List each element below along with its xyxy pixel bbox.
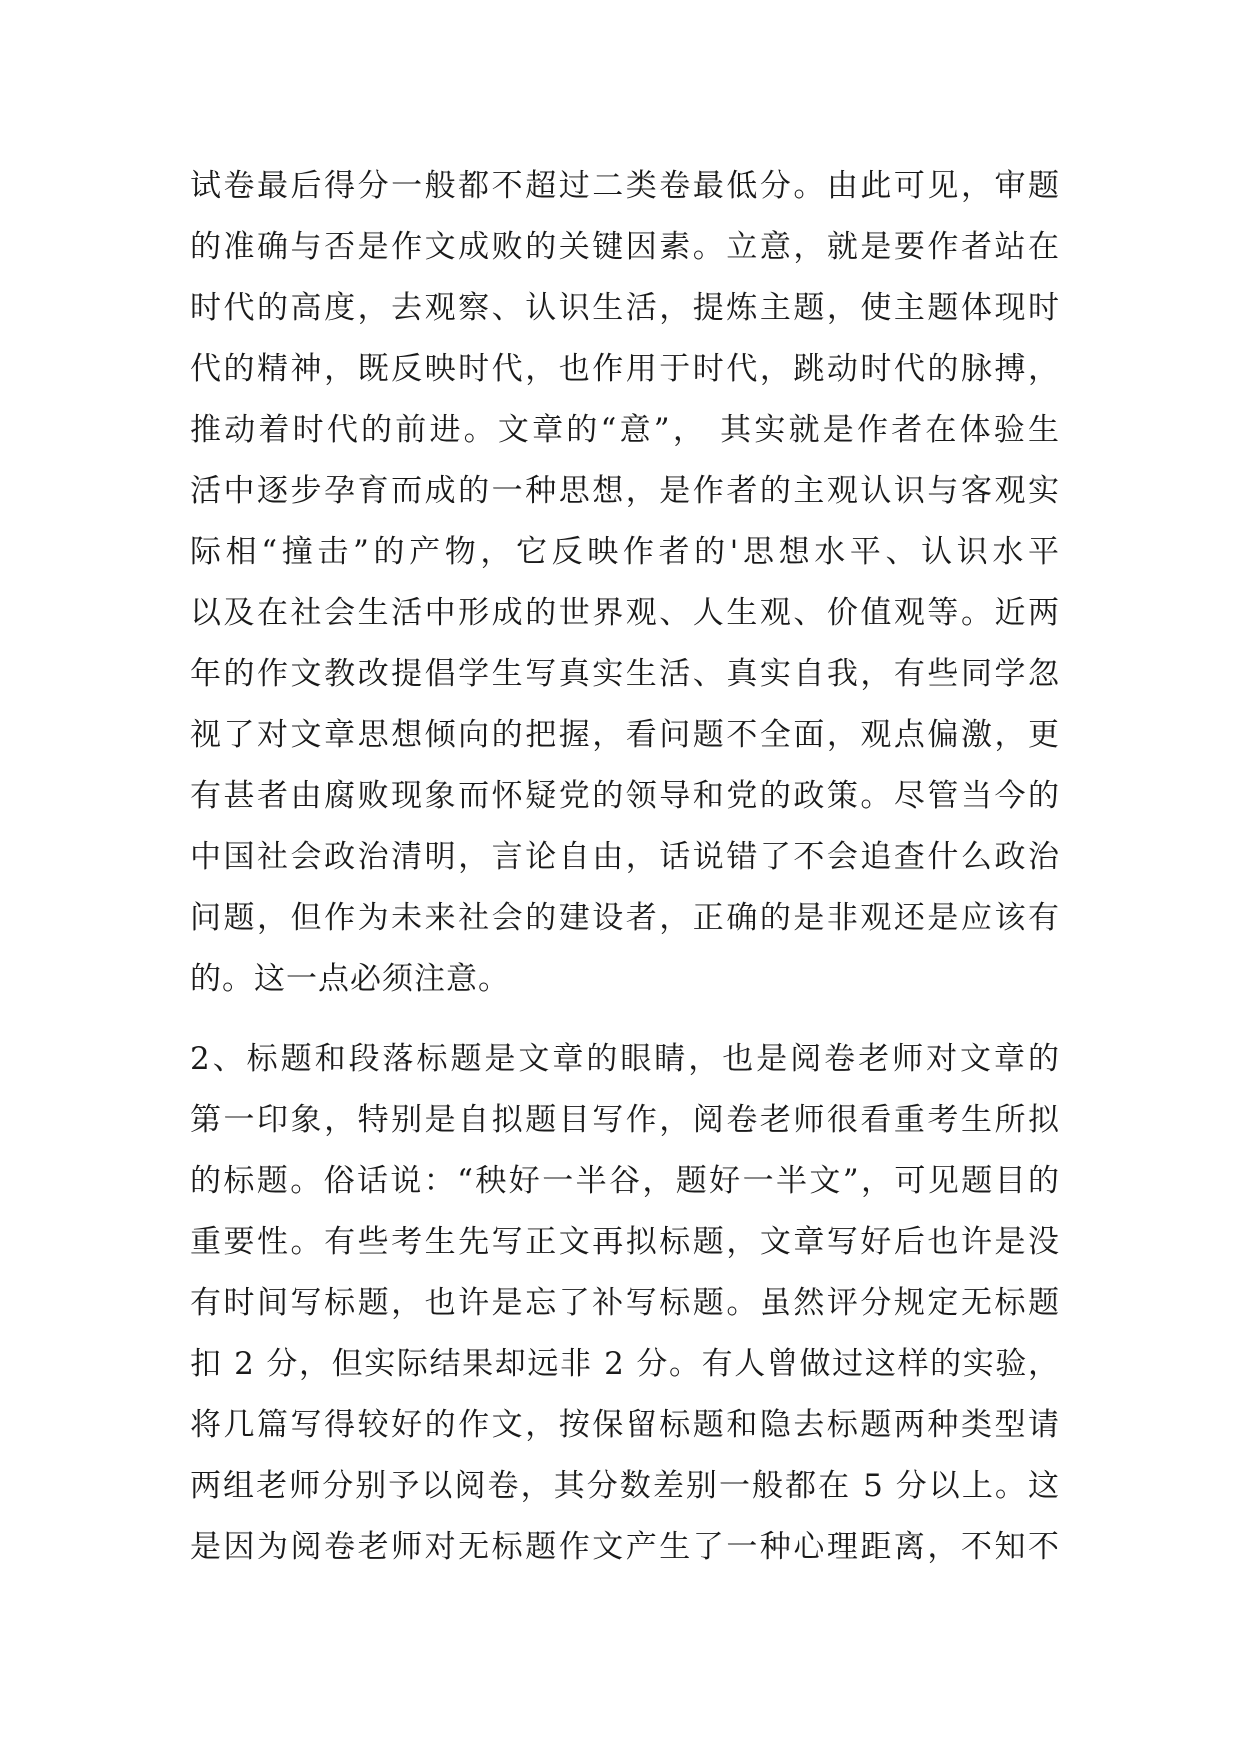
- text-line: 的标题。俗话说：“秧好一半谷，题好一半文”，可见题目的: [190, 1163, 1060, 1199]
- text-line: 际相“撞击”的产物，它反映作者的'思想水平、认识水平: [190, 534, 1060, 570]
- text-line: 有甚者由腐败现象而怀疑党的领导和党的政策。尽管当今的: [190, 778, 1060, 814]
- text-line: 视了对文章思想倾向的把握，看问题不全面，观点偏激，更: [190, 717, 1060, 753]
- text-line: 两组老师分别予以阅卷，其分数差别一般都在 5 分以上。这: [190, 1468, 1060, 1504]
- text-line: 重要性。有些考生先写正文再拟标题，文章写好后也许是没: [190, 1224, 1060, 1260]
- text-line: 是因为阅卷老师对无标题作文产生了一种心理距离，不知不: [190, 1529, 1060, 1565]
- text-line: 中国社会政治清明，言论自由，话说错了不会追查什么政治: [190, 839, 1060, 875]
- paragraph-2: [190, 1029, 1060, 1578]
- text-line: 问题，但作为未来社会的建设者，正确的是非观还是应该有: [190, 900, 1060, 936]
- text-line: 推动着时代的前进。文章的“意”， 其实就是作者在体验生: [190, 412, 1060, 448]
- text-line: 2、标题和段落标题是文章的眼睛，也是阅卷老师对文章的: [190, 1041, 1060, 1077]
- text-line: 的准确与否是作文成败的关键因素。立意，就是要作者站在: [190, 229, 1060, 265]
- text-line: 年的作文教改提倡学生写真实生活、真实自我，有些同学忽: [190, 656, 1060, 692]
- paragraph-1: [190, 156, 1060, 1010]
- text-line: 代的精神，既反映时代，也作用于时代，跳动时代的脉搏，: [190, 351, 1060, 387]
- text-line: 时代的高度，去观察、认识生活，提炼主题，使主题体现时: [190, 290, 1060, 326]
- text-line: 的。这一点必须注意。: [190, 961, 510, 997]
- text-line: 以及在社会生活中形成的世界观、人生观、价值观等。近两: [190, 595, 1060, 631]
- text-line: 将几篇写得较好的作文，按保留标题和隐去标题两种类型请: [190, 1407, 1060, 1443]
- text-line: 扣 2 分，但实际结果却远非 2 分。有人曾做过这样的实验，: [190, 1346, 1060, 1382]
- text-line: 活中逐步孕育而成的一种思想，是作者的主观认识与客观实: [190, 473, 1060, 509]
- text-line: 有时间写标题，也许是忘了补写标题。虽然评分规定无标题: [190, 1285, 1060, 1321]
- text-line: 第一印象，特别是自拟题目写作，阅卷老师很看重考生所拟: [190, 1102, 1060, 1138]
- text-line: 试卷最后得分一般都不超过二类卷最低分。由此可见，审题: [190, 168, 1060, 204]
